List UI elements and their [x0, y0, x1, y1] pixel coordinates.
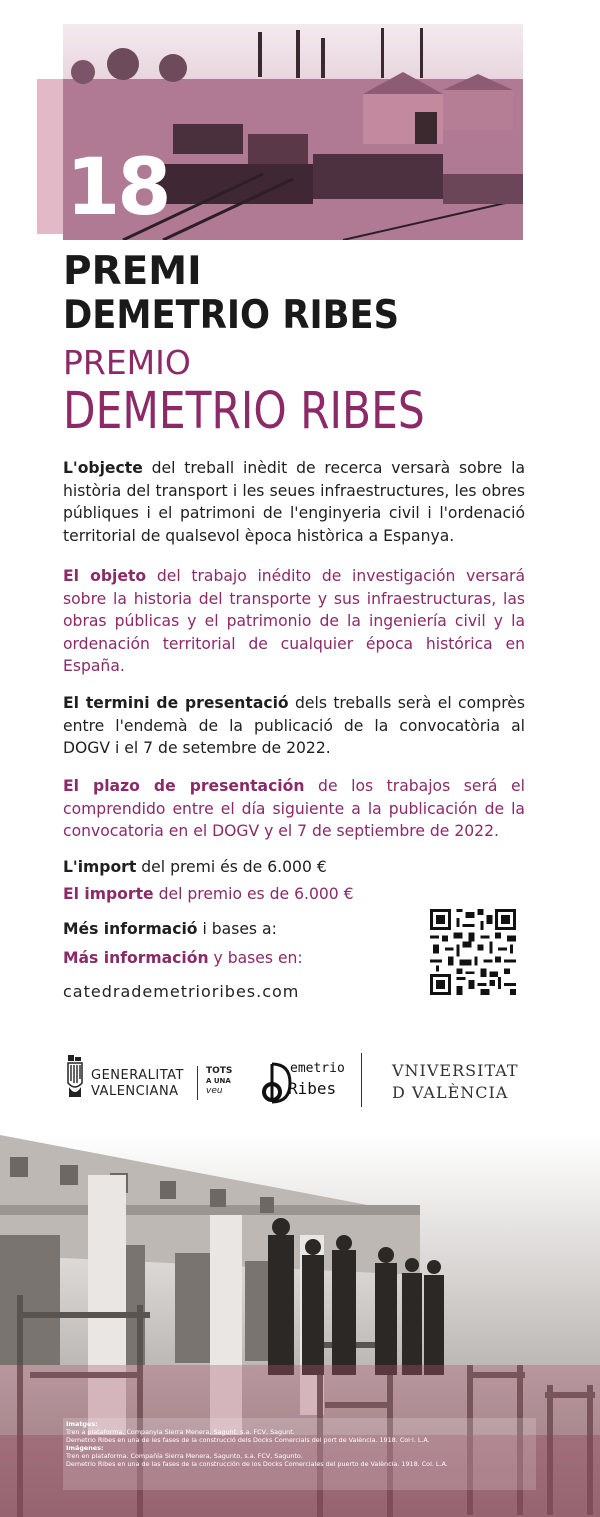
tots-a-una-veu-logo — [206, 1066, 232, 1096]
generalitat-valenciana-logo-text — [91, 1068, 184, 1100]
paragraph-object-es — [63, 565, 525, 678]
info-es — [63, 947, 303, 969]
amount-es-bold: El importe — [63, 885, 154, 903]
dr-line2: Ribes — [288, 1079, 337, 1098]
caption-ca-line2: Demetrio Ribes en una de les fases de la construcció dels Docks Comercials del port de València. 1918. Col·l. L.A. — [66, 1436, 430, 1444]
info-es-text: y bases en: — [208, 949, 303, 967]
info-ca — [63, 918, 277, 940]
paragraph-deadline-ca-bold: El termini de presentació — [63, 694, 289, 712]
paragraph-deadline-ca-text: dels treballs serà el comprès entre l'endemà de la publicació de la convocatòria al DOGV i el 7 de setembre de 2022. — [63, 694, 526, 758]
amount-ca-text: del premi és de 6.000 € — [136, 858, 327, 876]
info-es-bold: Más información — [63, 949, 209, 967]
demetrio-ribes-logo — [262, 1060, 345, 1106]
amount-es-text: del premio es de 6.000 € — [153, 885, 354, 903]
logo-divider — [197, 1066, 198, 1100]
tots-line1: TOTS — [206, 1066, 233, 1076]
paragraph-object-es-bold: El objeto — [63, 567, 147, 585]
universitat-valencia-logo — [392, 1060, 519, 1104]
qr-code[interactable] — [430, 909, 516, 995]
generalitat-shield-icon — [66, 1055, 86, 1103]
paragraph-object-ca-text: del treball inèdit de recerca versarà sobre la història del transport i les seues infraestructures, les obres públiques i el patrimoni de l'enginyeria civil i l'ordenació territorial de qualsevol època històrica a Espanya. — [63, 459, 525, 545]
caption-es-line2: Demetrio Ribes en una de las fases de la construcción de los Docks Comerciales del puerto de València. 1918. Col. L.A. — [66, 1460, 448, 1468]
caption-es-heading: Imágenes: — [66, 1444, 104, 1452]
paragraph-object-ca — [63, 457, 525, 547]
tots-line3: veu — [206, 1086, 223, 1096]
paragraph-object-es-text: del trabajo inédito de investigación versará sobre la historia del transporte y sus infraestructuras, las obras públicas y el patrimonio de la ingeniería civil y la ordenación territorial de cualquier época histórica en España. — [63, 567, 526, 676]
uv-line2: D VALÈNCIA — [392, 1083, 509, 1102]
title-es-line1: PREMIO — [63, 343, 191, 382]
title-ca-line1: PREMI — [63, 249, 202, 294]
amount-ca — [63, 856, 327, 878]
logo-divider-uv — [361, 1053, 362, 1107]
caption-ca-line1: Tren a plataforma. Companyia Sierra Menera, Sagunt, s.a. FCV, Sagunt. — [66, 1428, 295, 1436]
paragraph-object-ca-bold: L'objecte — [63, 459, 143, 477]
title-ca-line2: DEMETRIO RIBES — [63, 293, 400, 338]
edition-number: 18 — [66, 143, 169, 233]
amount-ca-bold: L'import — [63, 858, 137, 876]
title-es-line2: DEMETRIO RIBES — [63, 382, 425, 441]
paragraph-deadline-ca — [63, 692, 525, 760]
amount-es — [63, 883, 354, 905]
paragraph-deadline-es — [63, 775, 525, 843]
info-ca-text: i bases a: — [197, 920, 277, 938]
paragraph-deadline-es-text: de los trabajos será el comprendido entre el día siguiente a la publicación de la convocatoria en el DOGV y el 7 de septiembre de 2022. — [63, 777, 525, 841]
website-link[interactable]: catedrademetrioribes.com — [63, 982, 300, 1001]
caption-ca-heading: Imatges: — [66, 1420, 98, 1428]
gv-line2: VALENCIANA — [91, 1084, 179, 1099]
gv-line1: GENERALITAT — [91, 1068, 184, 1083]
caption-es-line1: Tren en plataforma. Compañía Sierra Menera, Sagunto, s.a. FCV, Sagunto. — [66, 1452, 303, 1460]
info-ca-bold: Més informació — [63, 920, 198, 938]
tots-line2: A UNA — [206, 1077, 231, 1085]
paragraph-deadline-es-bold: El plazo de presentación — [63, 777, 305, 795]
uv-line1: VNIVERSITAT — [392, 1061, 519, 1080]
dr-line1: emetrio — [290, 1061, 345, 1076]
image-credits — [63, 1418, 536, 1490]
